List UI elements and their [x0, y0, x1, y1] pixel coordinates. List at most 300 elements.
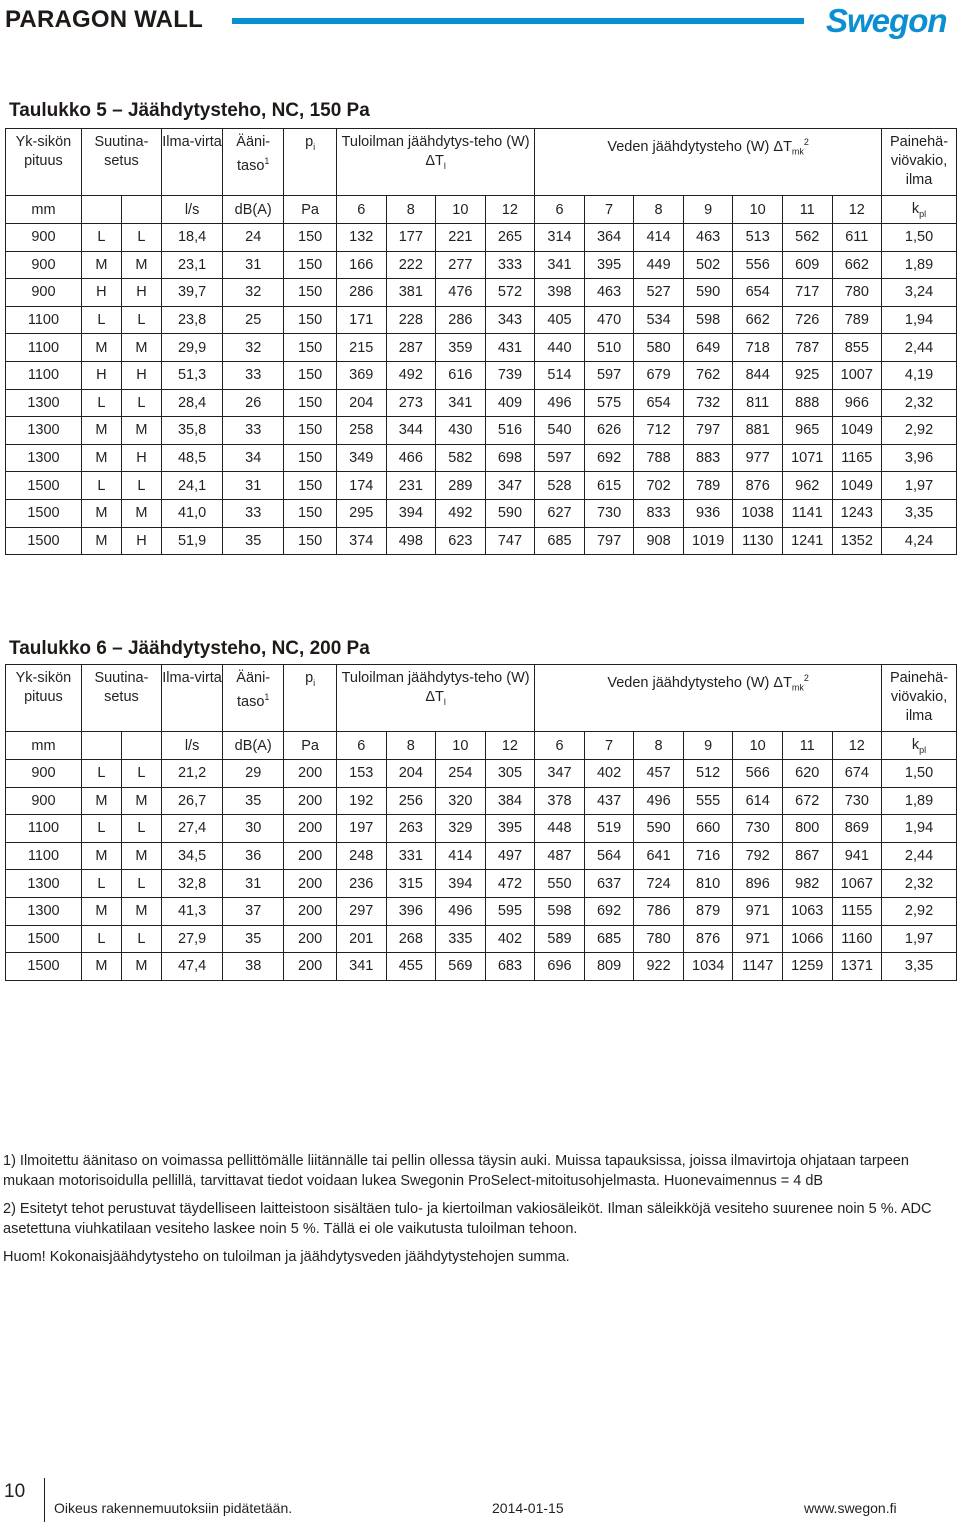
header-airflow: [162, 665, 223, 732]
table-cell: 150: [284, 361, 337, 389]
table-row: [6, 527, 957, 555]
table-cell: M: [81, 527, 121, 555]
document-title: PARAGON WALL: [5, 6, 203, 33]
header-pressure-text: p: [305, 134, 314, 150]
table-cell: 797: [584, 527, 634, 555]
table-cell: L: [81, 306, 121, 334]
table-cell: 792: [733, 842, 783, 870]
table-cell: 34,5: [162, 842, 223, 870]
table-cell: 702: [634, 472, 684, 500]
table-cell: 33: [223, 499, 284, 527]
table-cell: 925: [782, 361, 832, 389]
table-cell: 431: [485, 334, 535, 362]
table-cell: 971: [733, 897, 783, 925]
table-cell: L: [81, 870, 121, 898]
table-cell: L: [81, 224, 121, 252]
table-cell: 1300: [6, 897, 82, 925]
table-5-title: Taulukko 5 – Jäähdytysteho, NC, 150 Pa: [9, 100, 370, 121]
table-cell: 654: [733, 279, 783, 307]
header-nozzle-setting: [81, 129, 161, 196]
table-cell: 414: [634, 224, 684, 252]
header-water-capacity-sup: 2: [803, 673, 809, 683]
table-cell: 730: [584, 499, 634, 527]
table-cell: 1300: [6, 870, 82, 898]
table-cell: 492: [386, 361, 436, 389]
table-cell: 174: [336, 472, 386, 500]
table-cell: 32,8: [162, 870, 223, 898]
table-cell: 150: [284, 389, 337, 417]
table-cell: 519: [584, 815, 634, 843]
table-cell: 1259: [782, 953, 832, 981]
table-cell: 623: [436, 527, 486, 555]
table-cell: 615: [584, 472, 634, 500]
table-row: [6, 224, 957, 252]
table-cell: 513: [733, 224, 783, 252]
table-cell: 331: [386, 842, 436, 870]
table-cell: 1500: [6, 499, 82, 527]
table-cell: 595: [485, 897, 535, 925]
table-cell: 150: [284, 251, 337, 279]
table-cell: 789: [832, 306, 882, 334]
table-cell: 24,1: [162, 472, 223, 500]
unit-cell: [121, 196, 161, 224]
table-cell: 982: [782, 870, 832, 898]
header-sound-level-sup: 1: [264, 692, 270, 702]
unit-text: 12: [848, 201, 865, 218]
unit-sub: pl: [919, 208, 927, 219]
table-cell: 201: [336, 925, 386, 953]
table-cell: 31: [223, 472, 284, 500]
table-cell: 1,94: [882, 306, 957, 334]
unit-cell: [584, 196, 634, 224]
table-cell: 166: [336, 251, 386, 279]
table-cell: 150: [284, 306, 337, 334]
table-cell: 556: [733, 251, 783, 279]
unit-cell: [284, 196, 337, 224]
unit-cell: [634, 732, 684, 760]
table-cell: 286: [436, 306, 486, 334]
table-cell: 1100: [6, 306, 82, 334]
unit-text: 7: [605, 737, 614, 754]
table-cell: 580: [634, 334, 684, 362]
table-cell: 33: [223, 361, 284, 389]
table-cell: 712: [634, 417, 684, 445]
table-cell: 692: [584, 897, 634, 925]
table-cell: 394: [436, 870, 486, 898]
table-cell: 1300: [6, 444, 82, 472]
table-cell: H: [81, 361, 121, 389]
unit-text: 9: [704, 201, 713, 218]
table-cell: 215: [336, 334, 386, 362]
table-cell: 23,1: [162, 251, 223, 279]
table-cell: 221: [436, 224, 486, 252]
table-cell: 258: [336, 417, 386, 445]
footer-website[interactable]: www.swegon.fi: [804, 1500, 897, 1516]
table-cell: 35: [223, 787, 284, 815]
table-cell: 510: [584, 334, 634, 362]
table-cell: 809: [584, 953, 634, 981]
unit-row: [6, 196, 957, 224]
table-cell: 1034: [683, 953, 733, 981]
unit-cell: [223, 196, 284, 224]
table-cell: 1130: [733, 527, 783, 555]
table-row: [6, 306, 957, 334]
table-cell: M: [121, 897, 161, 925]
table-6-title: Taulukko 6 – Jäähdytysteho, NC, 200 Pa: [9, 638, 370, 659]
header-water-capacity: [535, 665, 882, 732]
table-cell: L: [81, 925, 121, 953]
table-cell: 555: [683, 787, 733, 815]
table-cell: 540: [535, 417, 585, 445]
header-supply-air-capacity-sub: l: [443, 696, 446, 707]
table-cell: 27,9: [162, 925, 223, 953]
unit-cell: [436, 732, 486, 760]
table-cell: 171: [336, 306, 386, 334]
unit-text: Pa: [301, 737, 319, 754]
table-cell: 609: [782, 251, 832, 279]
table-cell: 1067: [832, 870, 882, 898]
unit-cell: [162, 196, 223, 224]
header-pressure: [284, 129, 337, 196]
header-pressure-sub: i: [313, 141, 316, 152]
table-cell: 200: [284, 925, 337, 953]
table-cell: 1147: [733, 953, 783, 981]
table-cell: H: [121, 361, 161, 389]
unit-text: 8: [654, 201, 663, 218]
table-cell: 496: [436, 897, 486, 925]
table-cell: 590: [485, 499, 535, 527]
table-cell: 463: [683, 224, 733, 252]
table-cell: 810: [683, 870, 733, 898]
unit-text: l/s: [184, 201, 200, 218]
table-cell: 4,19: [882, 361, 957, 389]
unit-cell: [223, 732, 284, 760]
table-cell: 341: [336, 953, 386, 981]
table-cell: 1,94: [882, 815, 957, 843]
unit-text: 8: [406, 737, 415, 754]
table-cell: 941: [832, 842, 882, 870]
table-cell: 437: [584, 787, 634, 815]
unit-cell: [782, 732, 832, 760]
table-cell: 626: [584, 417, 634, 445]
unit-cell: [336, 196, 386, 224]
table-cell: 51,9: [162, 527, 223, 555]
unit-text: 8: [406, 201, 415, 218]
table-cell: 204: [386, 760, 436, 788]
unit-cell: [81, 732, 121, 760]
table-cell: 31: [223, 870, 284, 898]
table-cell: 29,9: [162, 334, 223, 362]
header-supply-air-capacity-text: Tuloilman jäähdytys-teho (W) ΔT: [341, 134, 530, 169]
table-cell: 395: [485, 815, 535, 843]
table-cell: M: [81, 499, 121, 527]
unit-cell: [733, 732, 783, 760]
table-cell: 27,4: [162, 815, 223, 843]
unit-text: 6: [555, 737, 564, 754]
header-row: [6, 129, 957, 196]
unit-cell: [386, 732, 436, 760]
unit-text: Pa: [301, 201, 319, 218]
table-cell: H: [81, 279, 121, 307]
table-cell: 2,44: [882, 842, 957, 870]
table-cell: 1371: [832, 953, 882, 981]
table-cell: 589: [535, 925, 585, 953]
table-row: [6, 499, 957, 527]
table-cell: 550: [535, 870, 585, 898]
unit-text: k: [911, 736, 920, 753]
table-cell: L: [81, 815, 121, 843]
table-cell: 1100: [6, 334, 82, 362]
cooling-table-150pa: [5, 128, 957, 555]
unit-text: 9: [704, 737, 713, 754]
table-cell: 696: [535, 953, 585, 981]
table-cell: 867: [782, 842, 832, 870]
table-cell: 672: [782, 787, 832, 815]
unit-text: dB(A): [234, 737, 272, 754]
table-cell: 320: [436, 787, 486, 815]
table-cell: 273: [386, 389, 436, 417]
table-cell: 472: [485, 870, 535, 898]
table-cell: M: [121, 787, 161, 815]
table-cell: 569: [436, 953, 486, 981]
unit-cell: [6, 732, 82, 760]
swegon-logo: Swegon: [826, 2, 947, 39]
unit-cell: [683, 196, 733, 224]
table-cell: 900: [6, 279, 82, 307]
table-cell: M: [81, 897, 121, 925]
table-cell: 200: [284, 897, 337, 925]
table-cell: 879: [683, 897, 733, 925]
table-cell: 620: [782, 760, 832, 788]
table-cell: M: [81, 953, 121, 981]
unit-text: mm: [31, 201, 56, 218]
table-cell: 463: [584, 279, 634, 307]
table-cell: 39,7: [162, 279, 223, 307]
table-cell: 364: [584, 224, 634, 252]
header-unit-length: [6, 129, 82, 196]
table-cell: 295: [336, 499, 386, 527]
table-cell: 1049: [832, 472, 882, 500]
table-cell: 780: [634, 925, 684, 953]
table-cell: 24: [223, 224, 284, 252]
unit-text: 10: [452, 201, 469, 218]
table-cell: 1500: [6, 472, 82, 500]
unit-text: 12: [501, 737, 518, 754]
table-cell: 497: [485, 842, 535, 870]
header-nozzle-setting: [81, 665, 161, 732]
table-cell: 341: [535, 251, 585, 279]
table-cell: 200: [284, 870, 337, 898]
table-cell: 466: [386, 444, 436, 472]
table-cell: 35: [223, 527, 284, 555]
unit-text: 12: [501, 201, 518, 218]
table-cell: 922: [634, 953, 684, 981]
unit-text: 6: [555, 201, 564, 218]
unit-cell: [733, 196, 783, 224]
table-cell: 598: [535, 897, 585, 925]
table-cell: 730: [733, 815, 783, 843]
table-cell: 297: [336, 897, 386, 925]
header-unit-length-text: Yk-sikön pituus: [15, 670, 72, 705]
table-cell: 616: [436, 361, 486, 389]
table-cell: 900: [6, 251, 82, 279]
table-cell: 724: [634, 870, 684, 898]
table-cell: L: [121, 870, 161, 898]
table-cell: 1300: [6, 389, 82, 417]
unit-cell: [485, 196, 535, 224]
table-cell: 654: [634, 389, 684, 417]
table-cell: 32: [223, 334, 284, 362]
table-cell: 197: [336, 815, 386, 843]
table-cell: 38: [223, 953, 284, 981]
table-cell: 200: [284, 787, 337, 815]
table-cell: 2,92: [882, 417, 957, 445]
header-nozzle-setting-text: Suutina-setus: [94, 134, 149, 169]
table-cell: 502: [683, 251, 733, 279]
table-row: [6, 760, 957, 788]
unit-sub: pl: [919, 744, 927, 755]
table-cell: 37: [223, 897, 284, 925]
table-cell: 1,89: [882, 787, 957, 815]
table-cell: 876: [683, 925, 733, 953]
table-cell: 965: [782, 417, 832, 445]
table-cell: L: [81, 389, 121, 417]
table-row: [6, 787, 957, 815]
table-cell: 811: [733, 389, 783, 417]
table-cell: 662: [832, 251, 882, 279]
header-sound-level-sup: 1: [264, 156, 270, 166]
table-cell: 844: [733, 361, 783, 389]
table-cell: 598: [683, 306, 733, 334]
table-cell: 962: [782, 472, 832, 500]
table-cell: 48,5: [162, 444, 223, 472]
header-sound-level: [223, 665, 284, 732]
table-cell: M: [81, 417, 121, 445]
table-cell: 1,97: [882, 925, 957, 953]
table-cell: 51,3: [162, 361, 223, 389]
footer-divider: [44, 1478, 45, 1522]
table-cell: 21,2: [162, 760, 223, 788]
footnotes: [3, 1152, 955, 1277]
table-cell: 900: [6, 787, 82, 815]
table-cell: 18,4: [162, 224, 223, 252]
table-cell: 265: [485, 224, 535, 252]
table-row: [6, 842, 957, 870]
table-cell: 564: [584, 842, 634, 870]
table-cell: 1,50: [882, 760, 957, 788]
table-cell: 1,97: [882, 472, 957, 500]
header-airflow-text: Ilma-virta: [162, 670, 222, 686]
table-cell: 575: [584, 389, 634, 417]
table-cell: 476: [436, 279, 486, 307]
table-cell: 343: [485, 306, 535, 334]
table-row: [6, 444, 957, 472]
header-sound-level-text: Ääni-taso: [236, 134, 271, 174]
table-cell: 314: [535, 224, 585, 252]
unit-cell: [121, 732, 161, 760]
table-row: [6, 334, 957, 362]
table-cell: 1500: [6, 925, 82, 953]
unit-text: l/s: [184, 737, 200, 754]
table-cell: 277: [436, 251, 486, 279]
table-cell: 534: [634, 306, 684, 334]
table-cell: 611: [832, 224, 882, 252]
header-supply-air-capacity: [336, 129, 534, 196]
table-cell: 378: [535, 787, 585, 815]
table-cell: 3,96: [882, 444, 957, 472]
unit-cell: [485, 732, 535, 760]
table-cell: 566: [733, 760, 783, 788]
table-cell: 496: [535, 389, 585, 417]
table-cell: 132: [336, 224, 386, 252]
footer-date: 2014-01-15: [492, 1500, 564, 1516]
table-cell: 1241: [782, 527, 832, 555]
header-supply-air-capacity-text: Tuloilman jäähdytys-teho (W) ΔT: [341, 670, 530, 705]
footnote-1: 1) Ilmoitettu äänitaso on voimassa pellittömälle liitännälle tai pellin ollessa täysin auki. Muissa tapauksissa, joissa ilmavirtoja ohjataan tarpeen mukaan motorisoidulla pellillä, tarvittavat tiedot voidaan lukea Swegonin ProSelect-mitoitusohjelmasta. Huonevaimennus = 4 dB: [3, 1153, 909, 1189]
table-cell: 440: [535, 334, 585, 362]
header-sound-level-text: Ääni-taso: [236, 670, 271, 710]
unit-cell: [683, 732, 733, 760]
table-cell: 1100: [6, 815, 82, 843]
table-row: [6, 870, 957, 898]
table-cell: 231: [386, 472, 436, 500]
table-cell: 347: [535, 760, 585, 788]
table-cell: 409: [485, 389, 535, 417]
table-cell: 192: [336, 787, 386, 815]
table-cell: 286: [336, 279, 386, 307]
table-cell: 26,7: [162, 787, 223, 815]
table-cell: 762: [683, 361, 733, 389]
unit-cell: [535, 196, 585, 224]
table-cell: 23,8: [162, 306, 223, 334]
unit-text: 10: [749, 201, 766, 218]
table-cell: 47,4: [162, 953, 223, 981]
table-cell: 1019: [683, 527, 733, 555]
unit-text: 12: [848, 737, 865, 754]
table-cell: 3,35: [882, 499, 957, 527]
table-row: [6, 361, 957, 389]
table-cell: 204: [336, 389, 386, 417]
table-cell: 1500: [6, 953, 82, 981]
table-cell: 572: [485, 279, 535, 307]
table-row: [6, 279, 957, 307]
table-cell: 369: [336, 361, 386, 389]
table-cell: 395: [584, 251, 634, 279]
table-cell: 200: [284, 760, 337, 788]
table-cell: 498: [386, 527, 436, 555]
table-cell: 150: [284, 224, 337, 252]
table-cell: 150: [284, 417, 337, 445]
header-pressure-drop-constant: [882, 665, 957, 732]
header-unit-length-text: Yk-sikön pituus: [15, 134, 72, 169]
table-cell: 971: [733, 925, 783, 953]
table-cell: L: [81, 472, 121, 500]
header-water-capacity-text: Veden jäähdytysteho (W) ΔT: [607, 674, 792, 691]
table-cell: 649: [683, 334, 733, 362]
table-cell: L: [121, 224, 161, 252]
table-cell: 716: [683, 842, 733, 870]
table-cell: 289: [436, 472, 486, 500]
unit-text: 10: [749, 737, 766, 754]
table-cell: 35: [223, 925, 284, 953]
table-cell: 487: [535, 842, 585, 870]
unit-text: k: [911, 200, 920, 217]
table-cell: M: [81, 334, 121, 362]
table-cell: 150: [284, 334, 337, 362]
header-supply-air-capacity-sub: l: [443, 160, 446, 171]
table-cell: 1100: [6, 361, 82, 389]
table-cell: L: [121, 760, 161, 788]
